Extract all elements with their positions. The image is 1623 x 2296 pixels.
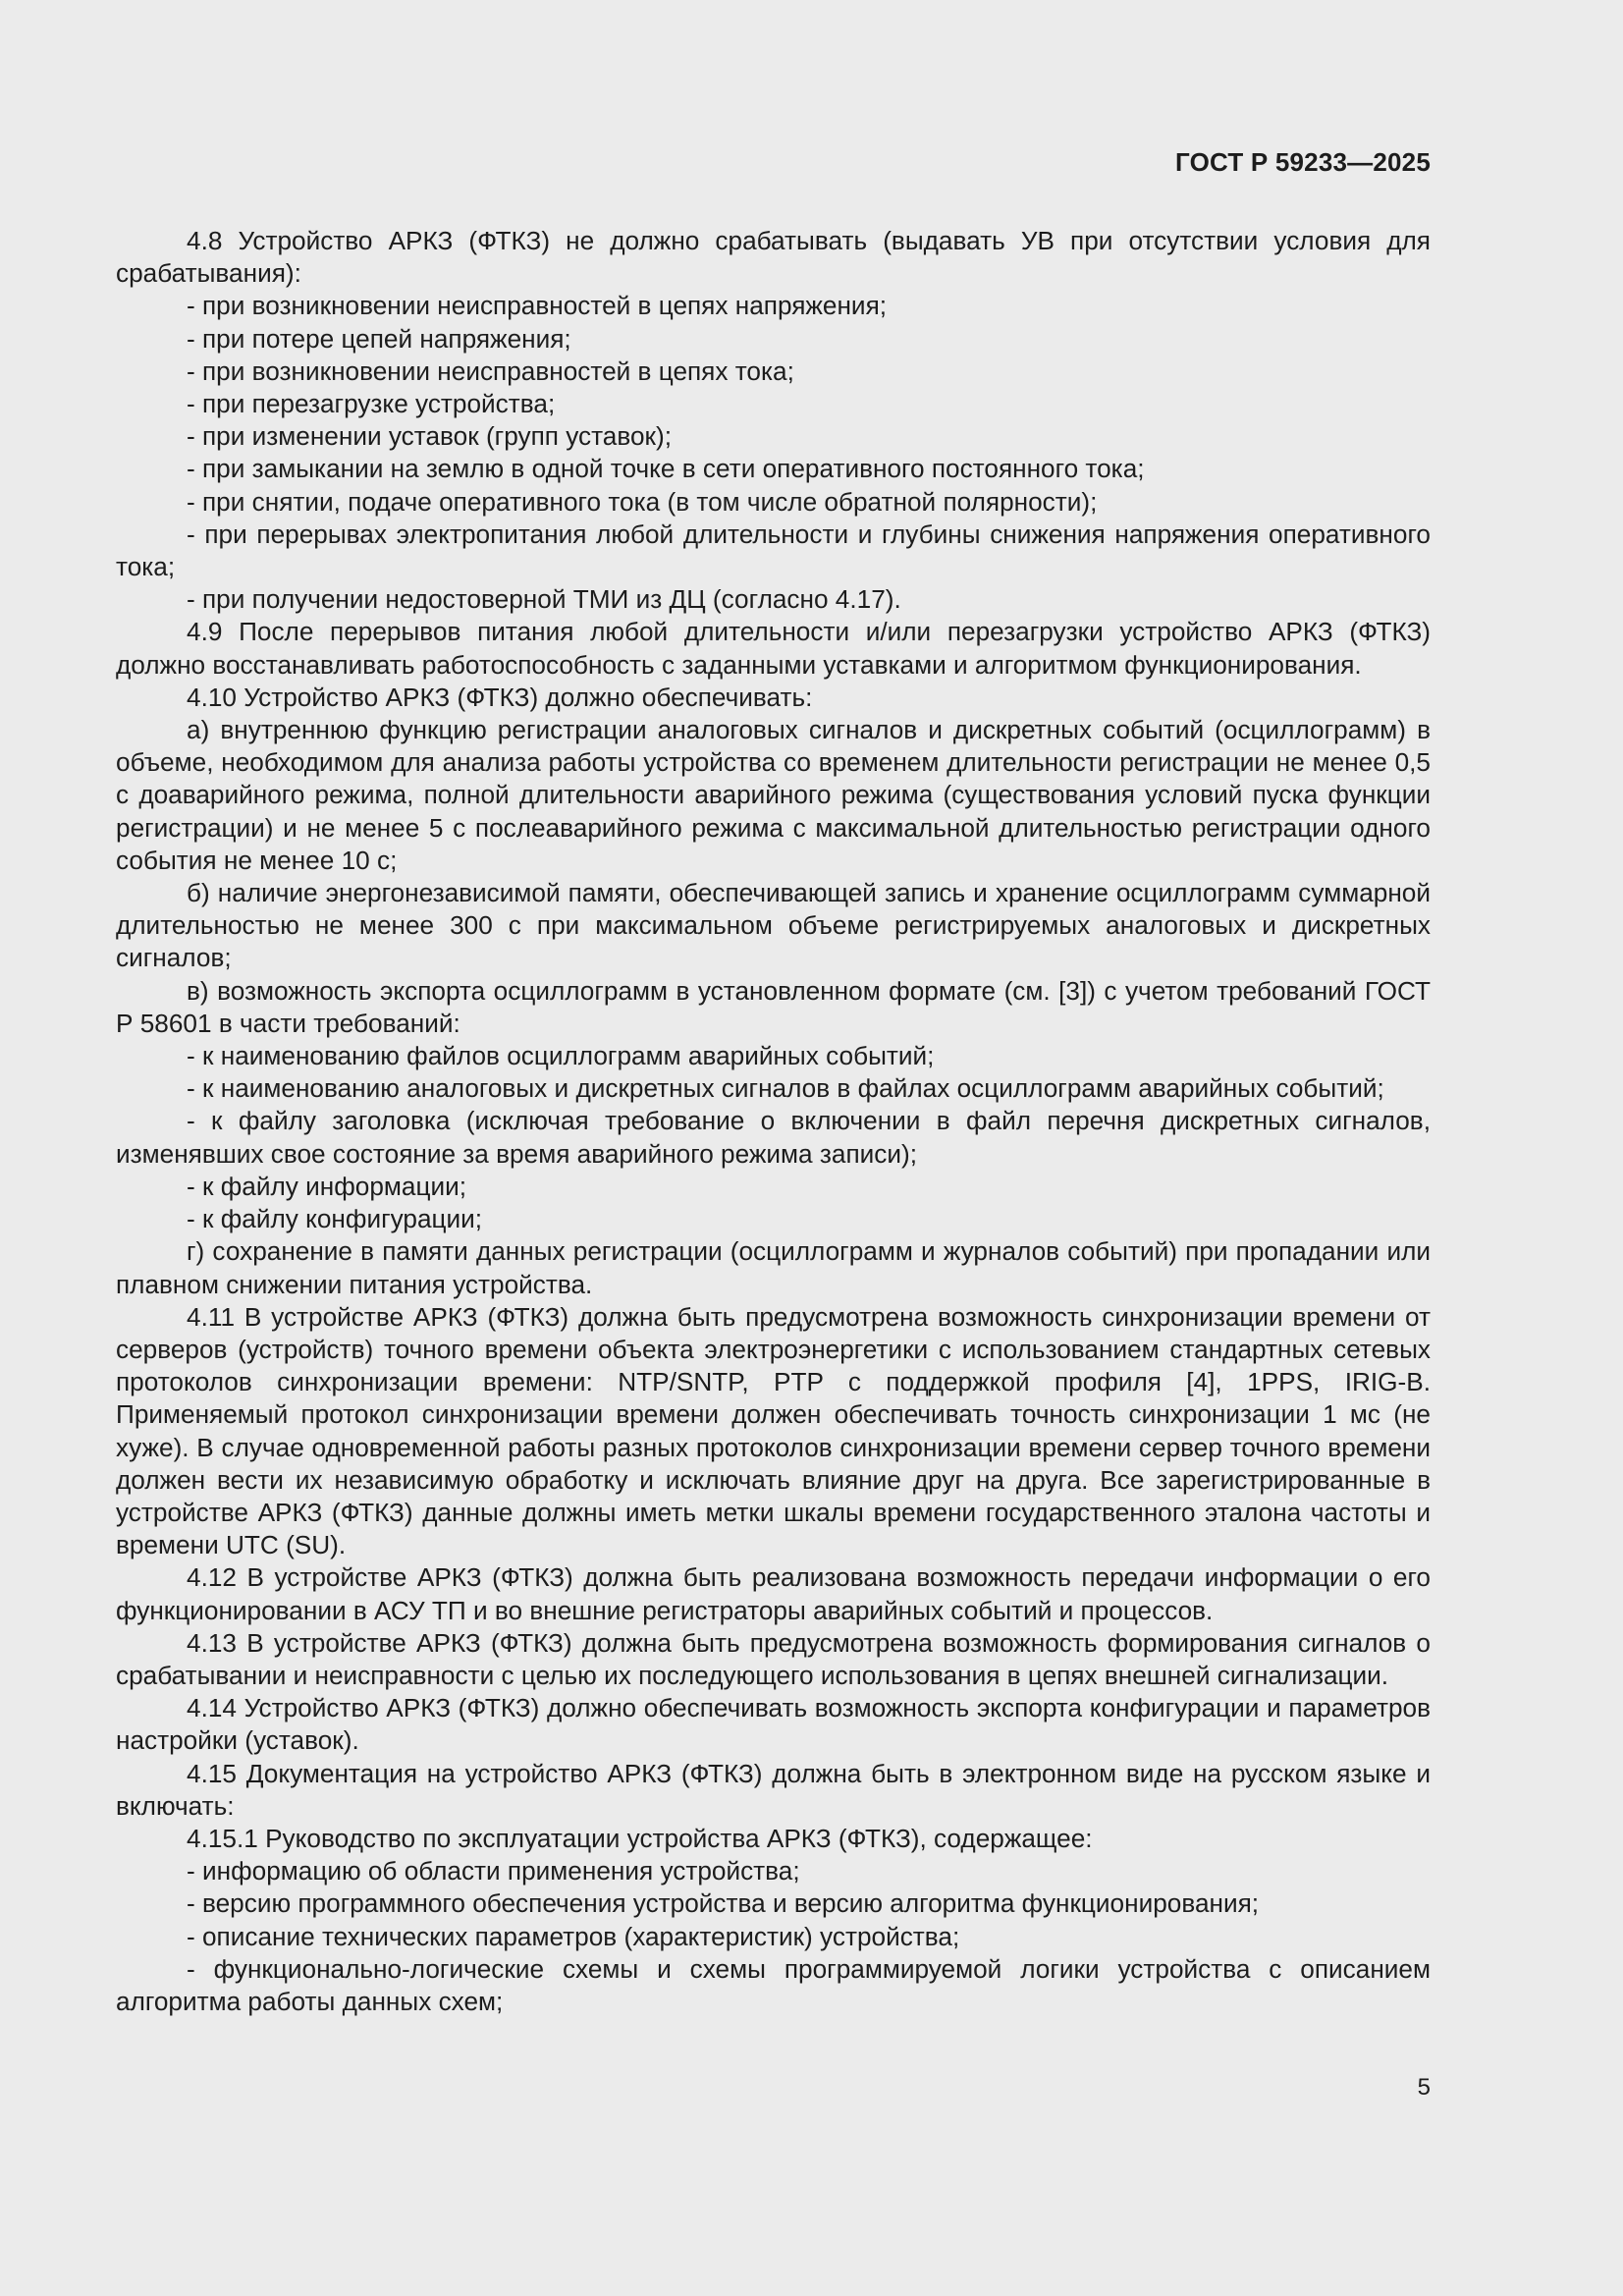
- document-code: ГОСТ Р 59233—2025: [1175, 147, 1431, 177]
- list-item: - при получении недостоверной ТМИ из ДЦ (согласно 4.17).: [187, 584, 901, 615]
- list-item: - к файлу информации;: [187, 1171, 466, 1201]
- paragraph-4-11: 4.11 В устройстве АРКЗ (ФТКЗ) должна быть предусмотрена возможность синхронизации времени от серверов (устройств) точного времени объекта электроэнергетики с использованием стандартных сетевых протоколов синхронизации времени: NTP/SNTP, PTP с поддержкой профиля [4], 1PPS, IRIG-B. Применяемый протокол синхронизации времени должен обеспечивать точность синхронизации 1 мс (не хуже). В случае одновременной работы разных протоколов синхронизации времени сервер точного времени должен вести их независимую обработку и исключать влияние друг на друга. Все зарегистрированные в устройстве АРКЗ (ФТКЗ) данные должны иметь метки шкалы времени государственного эталона частоты и времени UTC (SU).: [116, 1301, 1431, 1560]
- list-item: - информацию об области применения устройства;: [187, 1856, 800, 1886]
- list-item: - описание технических параметров (характеристик) устройства;: [187, 1921, 960, 1951]
- list-item: - при возникновении неисправностей в цепях напряжения;: [187, 291, 888, 321]
- list-item: - при перезагрузке устройства;: [187, 389, 556, 419]
- list-item: - к файлу конфигурации;: [187, 1204, 483, 1234]
- paragraph-4-9: 4.9 После перерывов питания любой длительности и/или перезагрузки устройство АРКЗ (ФТКЗ) должно восстанавливать работоспособность с заданными уставками и алгоритмом функционирования.: [116, 617, 1431, 680]
- list-item: - к наименованию аналоговых и дискретных сигналов в файлах осциллограмм аварийных событий;: [187, 1073, 1384, 1104]
- paragraph-4-15-1: 4.15.1 Руководство по эксплуатации устройства АРКЗ (ФТКЗ), содержащее:: [187, 1823, 1093, 1853]
- paragraph-4-13: 4.13 В устройстве АРКЗ (ФТКЗ) должна быть предусмотрена возможность формирования сигналов о срабатывании и неисправности с целью их последующего использования в цепях внешней сигнализации.: [116, 1627, 1431, 1690]
- list-item: - при замыкании на землю в одной точке в сети оперативного постоянного тока;: [187, 454, 1145, 484]
- paragraph-4-10-b: б) наличие энергонезависимой памяти, обеспечивающей запись и хранение осциллограмм суммарной длительностью не менее 300 с при максимальном объеме регистрируемых аналоговых и дискретных сигналов;: [116, 878, 1431, 973]
- paragraph-4-12: 4.12 В устройстве АРКЗ (ФТКЗ) должна быть реализована возможность передачи информации о его функционировании в АСУ ТП и во внешние регистраторы аварийных событий и процессов.: [116, 1562, 1431, 1625]
- list-item: - при изменении уставок (групп уставок);: [187, 421, 673, 452]
- paragraph-4-10-v: в) возможность экспорта осциллограмм в установленном формате (см. [3]) с учетом требований ГОСТ Р 58601 в части требований:: [116, 975, 1431, 1038]
- list-item: - при перерывах электропитания любой длительности и глубины снижения напряжения оперативного тока;: [116, 519, 1431, 582]
- paragraph-4-10: 4.10 Устройство АРКЗ (ФТКЗ) должно обеспечивать:: [187, 682, 813, 712]
- paragraph-4-15: 4.15 Документация на устройство АРКЗ (ФТКЗ) должна быть в электронном виде на русском языке и включать:: [116, 1758, 1431, 1821]
- list-item: - версию программного обеспечения устройства и версию алгоритма функционирования;: [187, 1888, 1260, 1919]
- list-item: - при снятии, подаче оперативного тока (в том числе обратной полярности);: [187, 486, 1098, 517]
- document-body: [116, 225, 1431, 2018]
- list-item: - функционально-логические схемы и схемы программируемой логики устройства с описанием алгоритма работы данных схем;: [116, 1953, 1431, 2016]
- page-number: 5: [1417, 2074, 1431, 2101]
- paragraph-4-10-g: г) сохранение в памяти данных регистрации (осциллограмм и журналов событий) при пропадании или плавном снижении питания устройства.: [116, 1236, 1431, 1299]
- paragraph-4-8: 4.8 Устройство АРКЗ (ФТКЗ) не должно срабатывать (выдавать УВ при отсутствии условия для срабатывания):: [116, 226, 1431, 289]
- list-item: - при потере цепей напряжения;: [187, 323, 571, 354]
- list-item: - к файлу заголовка (исключая требование о включении в файл перечня дискретных сигналов, изменявших свое состояние за время аварийного режима записи);: [116, 1106, 1431, 1169]
- list-item: - при возникновении неисправностей в цепях тока;: [187, 355, 794, 386]
- paragraph-4-10-a: а) внутреннюю функцию регистрации аналоговых сигналов и дискретных событий (осциллограмм) в объеме, необходимом для анализа работы устройства со временем длительности регистрации не менее 0,5 с доаварийного режима, полной длительности аварийного режима (существования условий пуска функции регистрации) и не менее 5 с послеаварийного режима с максимальной длительностью регистрации одного события не менее 10 с;: [116, 715, 1431, 875]
- paragraph-4-14: 4.14 Устройство АРКЗ (ФТКЗ) должно обеспечивать возможность экспорта конфигурации и параметров настройки (уставок).: [116, 1693, 1431, 1756]
- list-item: - к наименованию файлов осциллограмм аварийных событий;: [187, 1041, 935, 1071]
